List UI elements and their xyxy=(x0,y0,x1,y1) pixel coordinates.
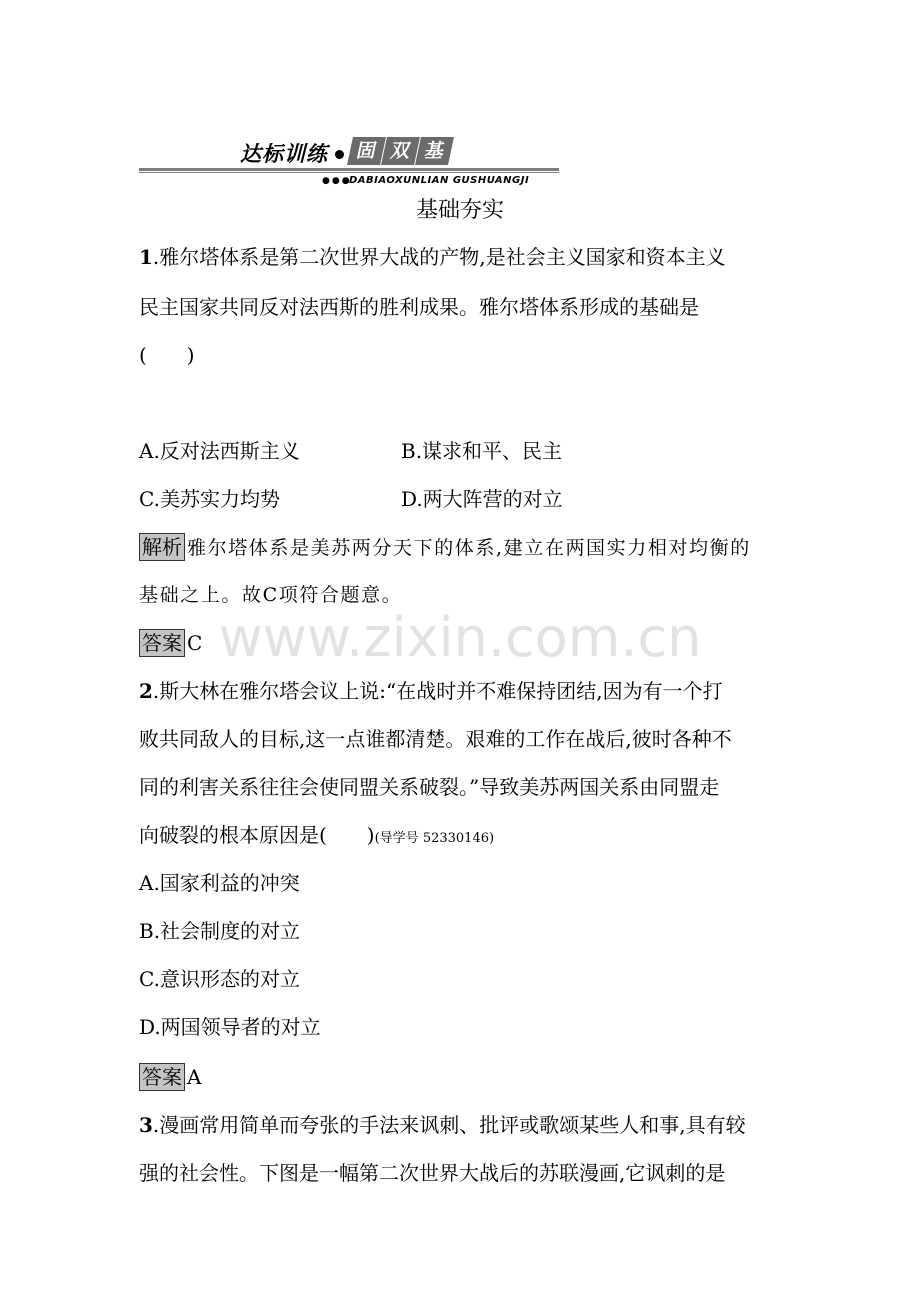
q1-line xyxy=(139,242,726,272)
header-box: 双 xyxy=(381,137,420,165)
answer-label: 答案 xyxy=(139,629,185,657)
q3-line xyxy=(139,1110,746,1140)
answer-value: A xyxy=(187,1065,202,1089)
question-ref: (导学号 52330146) xyxy=(374,831,495,846)
watermark: www.zixin.com.cn xyxy=(218,606,702,669)
analysis-text: 基础之上。故C项符合题意。 xyxy=(139,584,403,606)
header-title: 达标训练 xyxy=(240,142,328,166)
section-title: 基础夯实 xyxy=(415,198,504,223)
q2-option-c: C.意识形态的对立 xyxy=(139,967,300,991)
q1-analysis xyxy=(139,532,751,563)
header-box: 基 xyxy=(415,137,454,165)
header-rule-thin xyxy=(139,172,559,173)
q1-option-d: D.两大阵营的对立 xyxy=(401,487,563,511)
header-dots: ●●● xyxy=(322,176,352,186)
q2-line: 败共同敌人的目标,这一点谁都清楚。艰难的工作在战后,彼时各种不 xyxy=(139,727,732,751)
analysis-text: 雅尔塔体系是美苏两分天下的体系,建立在两国实力相对均衡的 xyxy=(187,537,751,559)
question-text: 向破裂的根本原因是( ) xyxy=(139,823,375,847)
question-number: 1 xyxy=(139,245,153,269)
header-box-group xyxy=(347,137,455,165)
q2-line xyxy=(139,676,723,706)
question-number: 2 xyxy=(139,679,153,703)
q2-option-d: D.两国领导者的对立 xyxy=(139,1015,321,1039)
q1-option-a: A.反对法西斯主义 xyxy=(139,439,300,463)
header-bullet-dot xyxy=(335,150,344,159)
header-box: 固 xyxy=(347,137,386,165)
header-rule xyxy=(139,168,559,171)
q2-option-a: A.国家利益的冲突 xyxy=(139,871,300,895)
question-text: .斯大林在雅尔塔会议上说:“在战时并不难保持团结,因为有一个打 xyxy=(152,679,723,703)
q3-line: 强的社会性。下图是一幅第二次世界大战后的苏联漫画,它讽刺的是 xyxy=(139,1161,726,1185)
answer-value: C xyxy=(187,631,203,655)
question-number: 3 xyxy=(139,1113,153,1137)
analysis-label: 解析 xyxy=(139,533,185,561)
q1-option-c: C.美苏实力均势 xyxy=(139,487,280,511)
question-text: .漫画常用简单而夸张的手法来讽刺、批评或歌颂某些人和事,具有较 xyxy=(152,1113,746,1137)
q2-line xyxy=(139,820,494,854)
q1-option-b: B.谋求和平、民主 xyxy=(401,439,563,463)
header-subtitle: DABIAOXUNLIAN GUSHUANGJI xyxy=(349,175,530,186)
q2-option-b: B.社会制度的对立 xyxy=(139,919,301,943)
question-text: .雅尔塔体系是第二次世界大战的产物,是社会主义国家和资本主义 xyxy=(152,245,726,269)
q2-line: 同的利害关系往往会使同盟关系破裂。”导致美苏两国关系由同盟走 xyxy=(139,775,720,799)
answer-label: 答案 xyxy=(139,1063,185,1091)
q1-line: ( ) xyxy=(139,343,195,367)
q1-line: 民主国家共同反对法西斯的胜利成果。雅尔塔体系形成的基础是 xyxy=(139,295,699,319)
q2-answer xyxy=(139,1062,201,1092)
